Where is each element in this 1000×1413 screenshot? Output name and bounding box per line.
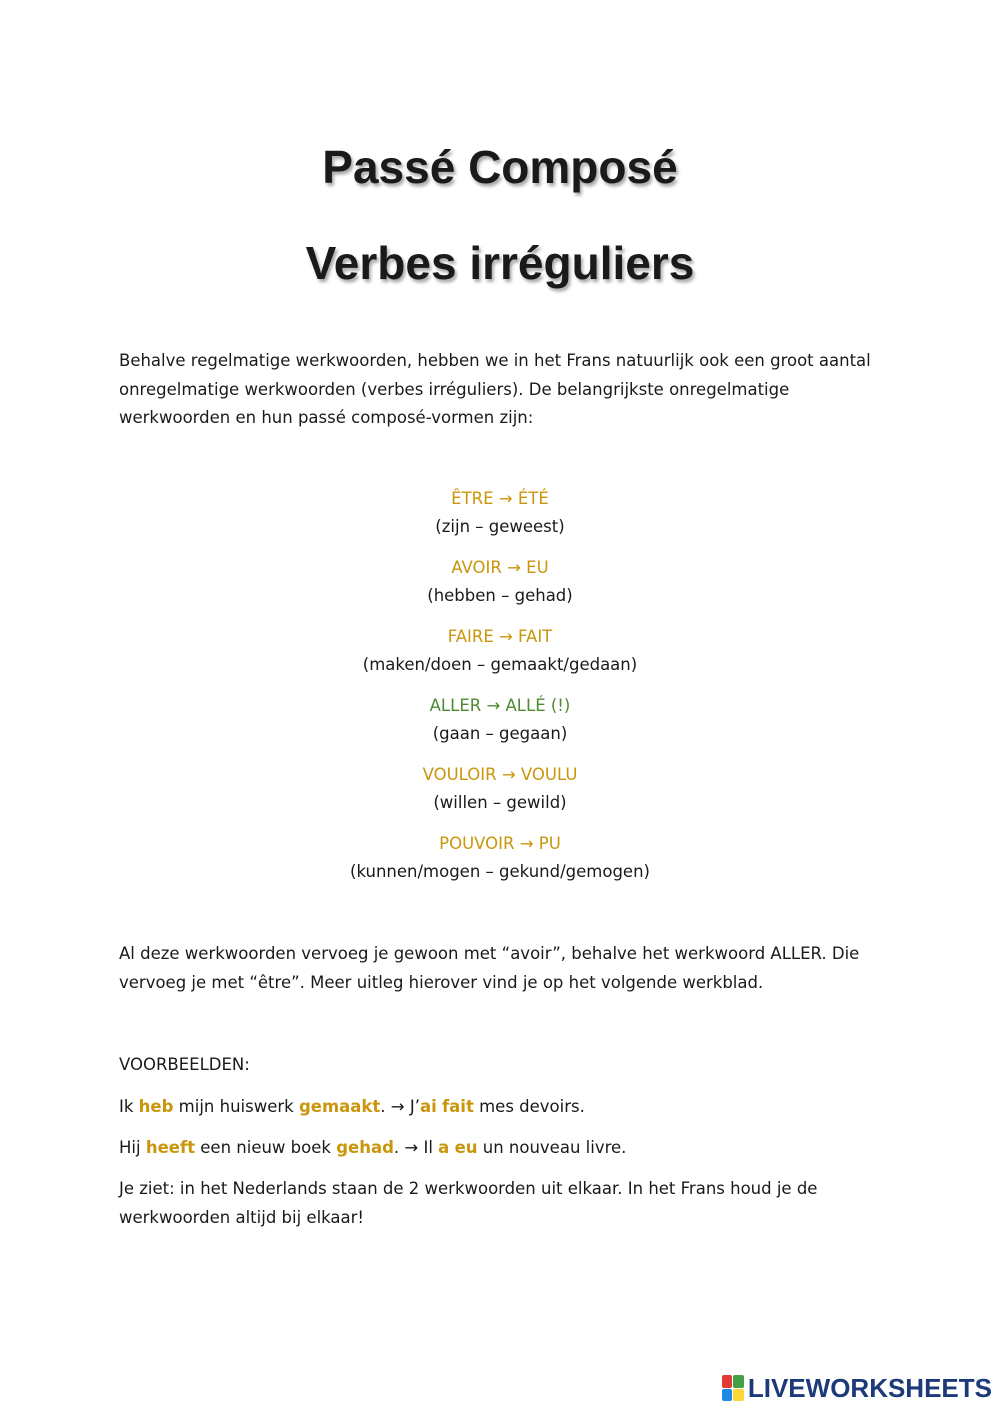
highlight-word: ai (419, 1097, 437, 1116)
liveworksheets-brand[interactable] (722, 1373, 992, 1403)
example-text: een nieuw boek (195, 1138, 337, 1157)
verb-form: ÊTRE → ÉTÉ (451, 489, 549, 508)
verb-translation: (maken/doen – gemaakt/gedaan) (362, 655, 638, 674)
verb-translation: (hebben – gehad) (427, 586, 573, 605)
verb-translation: (kunnen/mogen – gekund/gemogen) (350, 862, 650, 881)
logo-square (733, 1389, 744, 1402)
verb-item-faire (0, 623, 1000, 692)
verb-translation: (willen – gewild) (433, 793, 567, 812)
example-text: Ik (119, 1097, 139, 1116)
highlight-word: heb (138, 1097, 174, 1116)
intro-paragraph: Behalve regelmatige werkwoorden, hebben we in het Frans natuurlijk ook een groot aantal onregelmatige werkwoorden (verbes irréguliers). De belangrijkste onregelmatige werkwoorden en hun passé composé-vormen zijn: (119, 351, 871, 427)
verb-item-vouloir (0, 761, 1000, 830)
verb-translation: (zijn – geweest) (435, 517, 565, 536)
highlight-word: heeft (145, 1138, 196, 1157)
liveworksheets-logo-icon (722, 1375, 744, 1401)
outro-paragraph: Al deze werkwoorden vervoeg je gewoon met “avoir”, behalve het werkwoord ALLER. Die vervoeg je met “être”. Meer uitleg hierover vind je op het volgende werkblad. (119, 944, 860, 992)
logo-square (722, 1389, 733, 1402)
example-sentence-2 (119, 1134, 889, 1163)
example-sentence-1 (119, 1093, 889, 1122)
verb-form: VOULOIR → VOULU (422, 765, 578, 784)
brand-name: LIVEWORKSHEETS (747, 1372, 992, 1403)
verb-form: POUVOIR → PU (439, 834, 561, 853)
conclusion-paragraph: Je ziet: in het Nederlands staan de 2 werkwoorden uit elkaar. In het Frans houd je de werkwoorden altijd bij elkaar! (119, 1179, 818, 1227)
logo-square (722, 1375, 733, 1388)
verb-item-pouvoir (0, 830, 1000, 899)
verb-form: AVOIR → EU (451, 558, 549, 577)
example-text: . → J’ (380, 1097, 420, 1116)
page-subtitle: Verbes irréguliers (305, 237, 695, 289)
example-text: Hij (119, 1138, 146, 1157)
highlight-word: gehad (336, 1138, 394, 1157)
highlight-word: a (438, 1138, 450, 1157)
verb-form: ALLER → ALLÉ (!) (429, 696, 571, 715)
verb-item-avoir (0, 554, 1000, 623)
verb-item-aller (0, 692, 1000, 761)
example-text: un nouveau livre. (477, 1138, 627, 1157)
example-text: mijn huiswerk (173, 1097, 299, 1116)
highlight-word: fait (441, 1097, 474, 1116)
examples-heading: VOORBEELDEN: (119, 1055, 250, 1074)
example-text: . → Il (393, 1138, 439, 1157)
verb-list (0, 485, 1000, 899)
page-title: Passé Composé (322, 141, 678, 193)
logo-square (733, 1375, 744, 1388)
highlight-word: gemaakt (298, 1097, 381, 1116)
highlight-word: eu (454, 1138, 478, 1157)
example-text: mes devoirs. (473, 1097, 585, 1116)
verb-item-etre (0, 485, 1000, 554)
verb-translation: (gaan – gegaan) (432, 724, 568, 743)
verb-form: FAIRE → FAIT (447, 627, 553, 646)
